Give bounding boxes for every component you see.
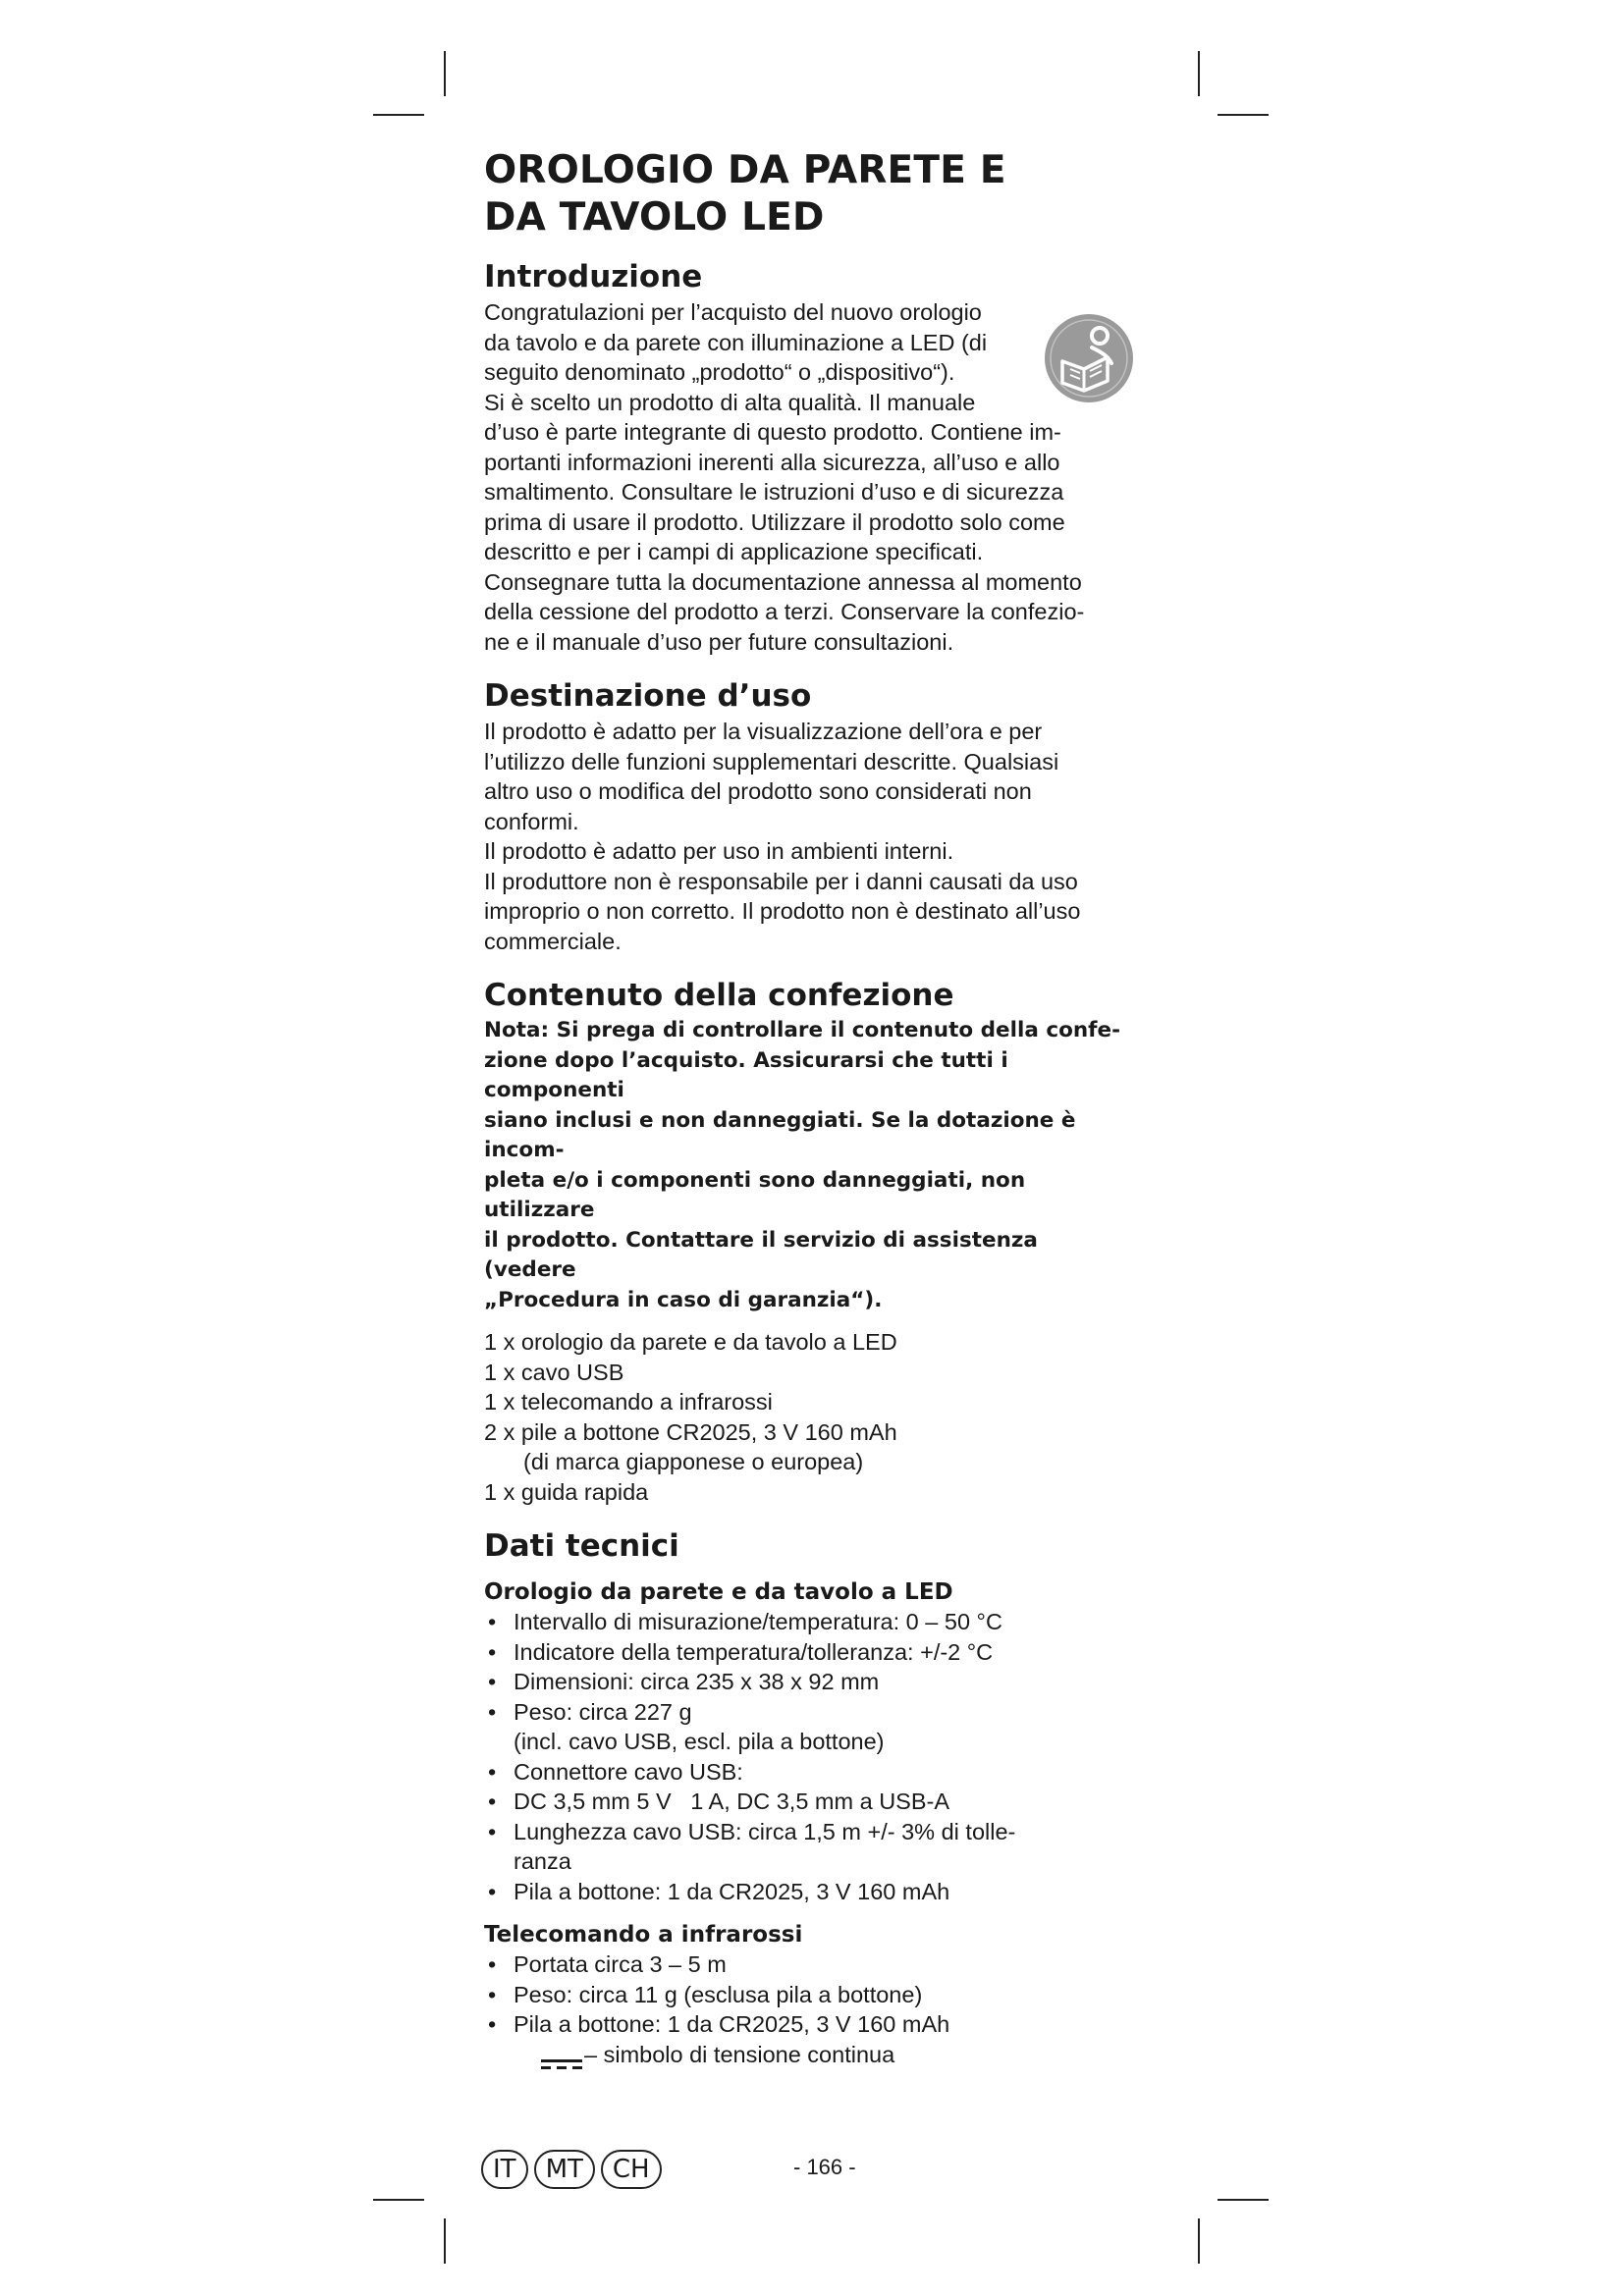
text-line: portanti informazioni inerenti alla sicurezza, all’uso e allo (484, 449, 1060, 475)
text-line (484, 1016, 1136, 1046)
crop-mark (373, 114, 424, 116)
text-line: della cessione del prodotto a terzi. Conservare la confezio- (484, 599, 1085, 624)
list-item: 1 x telecomando a infrarossi (484, 1389, 773, 1415)
text-line: d’uso è parte integrante di questo prodotto. Contiene im- (484, 419, 1061, 445)
text-line: pleta e/o i componenti sono danneggiati, non utilizzare (484, 1167, 1026, 1222)
section-heading-package: Contenuto della confezione (484, 978, 954, 1013)
text-line: l’utilizzo delle funzioni supplementari descritte. Qualsiasi (484, 748, 1059, 774)
document-title: OROLOGIO DA PARETE E DA TAVOLO LED (484, 148, 1006, 240)
text-line: descritto e per i campi di applicazione specificati. (484, 539, 984, 564)
text-line: Congratulazioni per l’acquisto del nuovo orologio (484, 299, 982, 325)
text-line: seguito denominato „prodotto“ o „dispositivo“). (484, 359, 955, 385)
page-content (484, 147, 1136, 2069)
clock-specs (484, 1607, 1136, 1906)
crop-mark (444, 2218, 446, 2264)
section-heading-intended-use: Destinazione d’uso (484, 678, 812, 714)
country-badge: CH (601, 2150, 662, 2189)
package-note (484, 1016, 1136, 1315)
text-line: da tavolo e da parete con illuminazione a LED (di (484, 329, 988, 355)
package-items (484, 1327, 1136, 1507)
list-item: • Lunghezza cavo USB: circa 1,5 m +/- 3% di tolle- (488, 1818, 1016, 1844)
text-line: improprio o non corretto. Il prodotto non è destinato all’uso (484, 898, 1081, 924)
country-badges (481, 2150, 662, 2189)
list-item: • Intervallo di misurazione/temperatura: 0 – 50 °C (488, 1609, 1002, 1634)
list-item: • Pila a bottone: 1 da CR2025, 3 V 160 mAh (488, 2011, 950, 2037)
section-heading-specs: Dati tecnici (484, 1528, 679, 1564)
text-line: Consegnare tutta la documentazione annessa al momento (484, 568, 1082, 595)
list-item: • Portata circa 3 – 5 m (488, 1951, 727, 1977)
text-line: commerciale. (484, 928, 622, 954)
list-item: • Connettore cavo USB: (488, 1758, 743, 1785)
list-item: ranza (514, 1848, 571, 1874)
subheading-clock: Orologio da parete e da tavolo a LED (484, 1579, 953, 1605)
list-item: • Peso: circa 227 g (488, 1698, 692, 1725)
list-item: 1 x cavo USB (484, 1359, 624, 1385)
text-line: Si è scelto un prodotto di alta qualità. Il manuale (484, 389, 976, 415)
crop-mark (1218, 114, 1269, 116)
intro-text (484, 297, 1136, 657)
list-item: • DC 3,5 mm 5 V 1 A, DC 3,5 mm a USB-A (488, 1789, 950, 1814)
country-badge: MT (534, 2150, 595, 2189)
text-line: ne e il manuale d’uso per future consultazioni. (484, 628, 954, 655)
country-badge: IT (481, 2150, 528, 2189)
text-line: smaltimento. Consultare le istruzioni d’uso e di sicurezza (484, 479, 1064, 505)
intended-use-text (484, 717, 1136, 956)
crop-mark (373, 2199, 424, 2201)
dc-voltage-icon (539, 2049, 584, 2062)
text-line: siano inclusi e non danneggiati. Se la dotazione è incom- (484, 1107, 1076, 1162)
text-line: altro uso o modifica del prodotto sono considerati non (484, 778, 1032, 804)
crop-mark (1198, 2218, 1200, 2264)
list-item: 2 x pile a bottone CR2025, 3 V 160 mAh (484, 1418, 897, 1445)
crop-mark (1198, 51, 1200, 96)
list-item: • Peso: circa 11 g (esclusa pila a bottone) (488, 1981, 923, 2007)
text-line: zione dopo l’acquisto. Assicurarsi che tutti i componenti (484, 1047, 1008, 1102)
dc-symbol-note: – simbolo di tensione continua (484, 2040, 1136, 2070)
note-text: Si prega di controllare il contenuto della confe- (549, 1018, 1121, 1042)
text-line: il prodotto. Contattare il servizio di assistenza (vedere (484, 1227, 1038, 1282)
crop-mark (1218, 2199, 1269, 2201)
text-line: Il produttore non è responsabile per i danni causati da uso (484, 868, 1078, 894)
note-label: Nota: (484, 1018, 550, 1042)
subheading-remote: Telecomando a infrarossi (484, 1922, 803, 1948)
crop-mark (444, 51, 446, 96)
list-item: 1 x guida rapida (484, 1478, 649, 1505)
text-line: conformi. (484, 808, 579, 834)
list-item: 1 x orologio da parete e da tavolo a LED (484, 1329, 897, 1355)
text-line: Il prodotto è adatto per la visualizzazione dell’ora e per (484, 719, 1043, 744)
text-line: „Procedura in caso di garanzia“). (484, 1287, 883, 1312)
list-item: • Indicatore della temperatura/tolleranza: +/-2 °C (488, 1638, 994, 1665)
section-heading-intro: Introduzione (484, 259, 703, 294)
text-line: prima di usare il prodotto. Utilizzare il prodotto solo come (484, 508, 1065, 535)
text-line: Il prodotto è adatto per uso in ambienti interni. (484, 838, 954, 864)
list-item: (di marca giapponese o europea) (523, 1449, 864, 1474)
list-item: • Pila a bottone: 1 da CR2025, 3 V 160 mAh (488, 1878, 950, 1904)
remote-specs (484, 1949, 1136, 2040)
page-number: - 166 - (793, 2155, 856, 2179)
list-item: (incl. cavo USB, escl. pila a bottone) (514, 1729, 885, 1754)
list-item: • Dimensioni: circa 235 x 38 x 92 mm (488, 1669, 880, 1694)
